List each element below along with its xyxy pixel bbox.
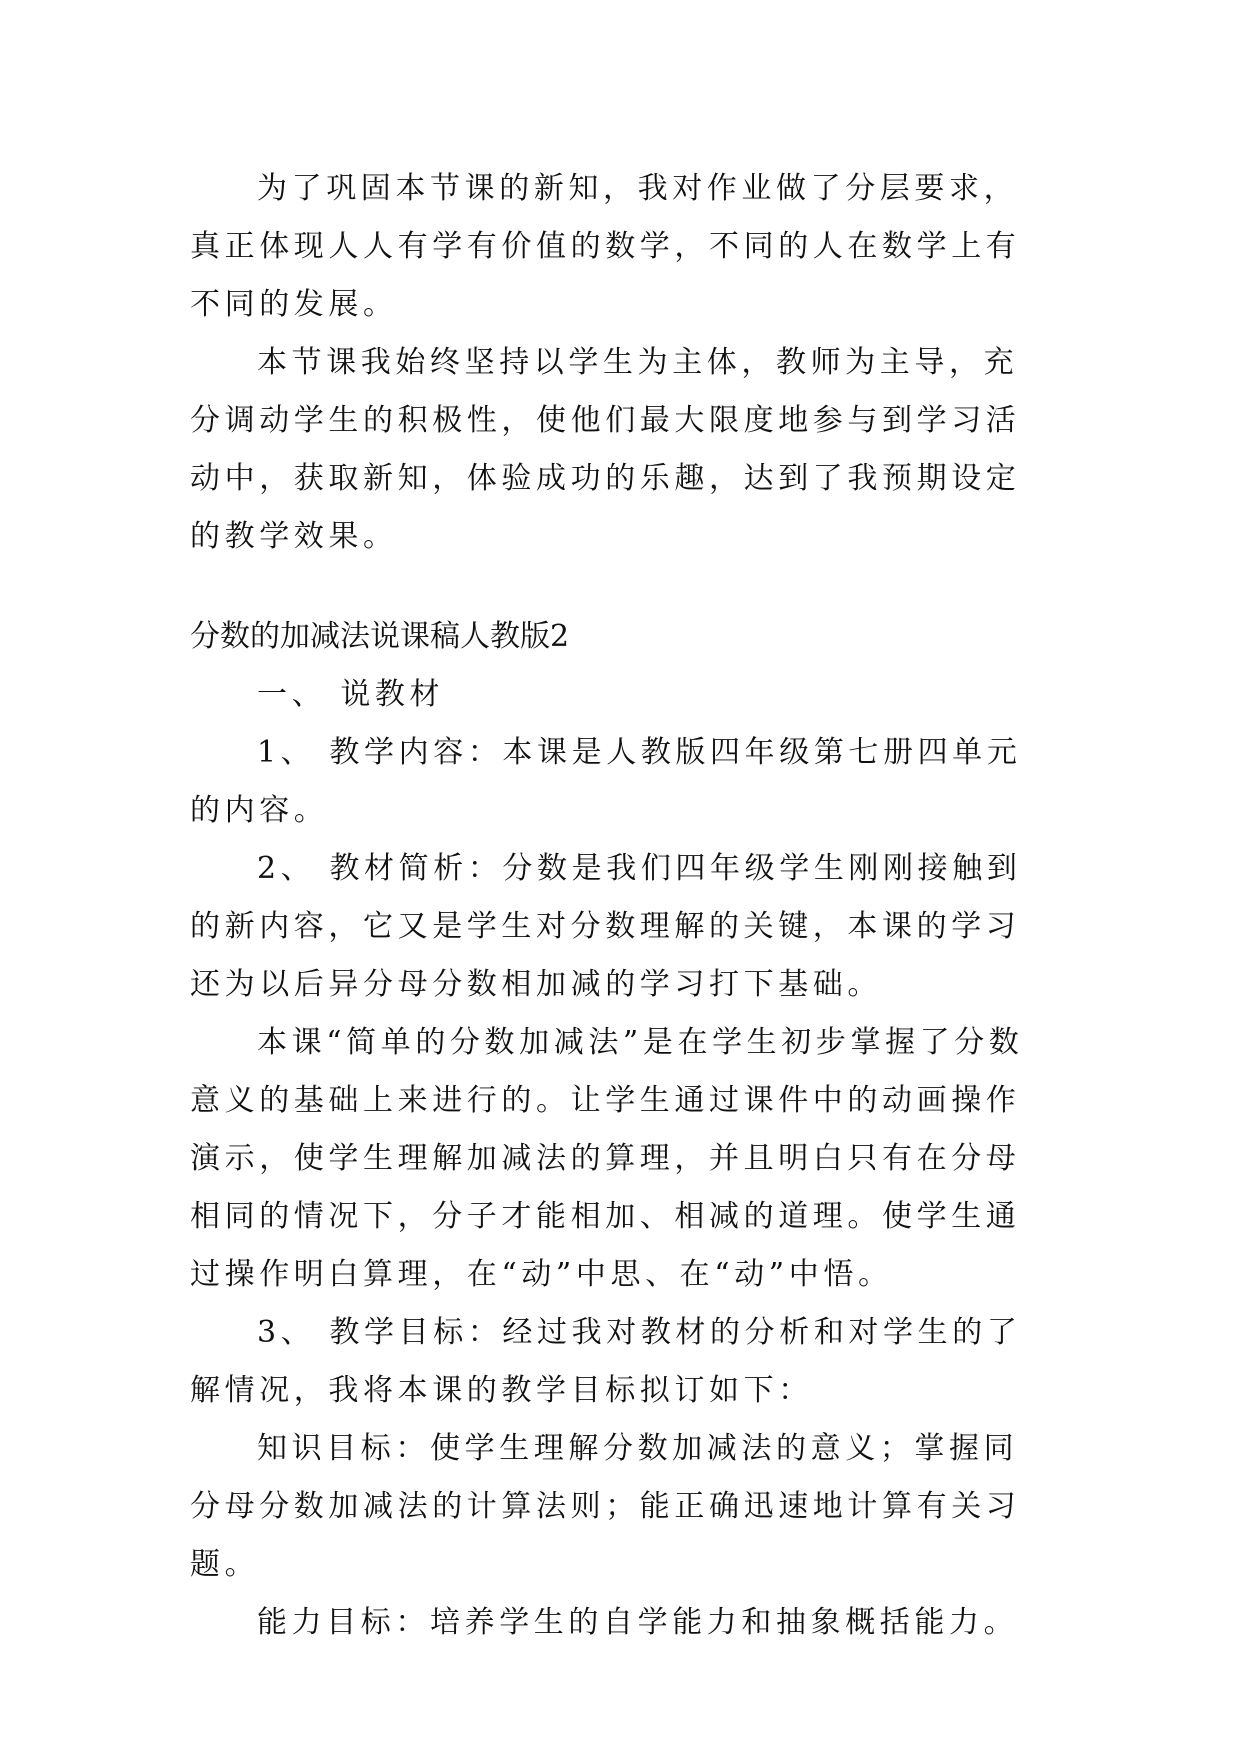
paragraph-homework-layers: 为了巩固本节课的新知，我对作业做了分层要求，真正体现人人有学有价值的数学，不同的人在数学上有不同的发展。 — [190, 171, 1021, 322]
paragraph-material-analysis: 2、 教材简析：分数是我们四年级学生刚刚接触到的新内容，它又是学生对分数理解的关键，本课的学习还为以后异分母分数相加减的学习打下基础。 — [190, 851, 1022, 1002]
section-spacer — [190, 566, 1050, 608]
paragraph-student-centered: 本节课我始终坚持以学生为主体，教师为主导，充分调动学生的积极性，使他们最大限度地参与到学习活动中，获取新知，体验成功的乐趣，达到了我预期设定的教学效果。 — [190, 345, 1021, 554]
document-body — [190, 160, 1050, 1652]
heading-teaching-materials: 一、 说教材 — [257, 677, 445, 712]
paragraph-teaching-content: 1、 教学内容：本课是人教版四年级第七册四单元的内容。 — [190, 735, 1022, 828]
paragraph-teaching-goals: 3、 教学目标：经过我对教材的分析和对学生的了解情况，我将本课的教学目标拟订如下： — [190, 1315, 1022, 1408]
section-title: 分数的加减法说课稿人教版2 — [190, 619, 570, 654]
paragraph-simple-fractions: 本课“简单的分数加减法”是在学生初步掌握了分数意义的基础上来进行的。让学生通过课件中的动画操作演示，使学生理解加减法的算理，并且明白只有在分母相同的情况下，分子才能相加、相减的道理。使学生通过操作明白算理，在“动”中思、在“动”中悟。 — [190, 1025, 1024, 1292]
paragraph-knowledge-goal: 知识目标：使学生理解分数加减法的意义；掌握同分母分数加减法的计算法则；能正确迅速地计算有关习题。 — [190, 1431, 1021, 1582]
paragraph-ability-goal: 能力目标：培养学生的自学能力和抽象概括能力。 — [257, 1605, 1019, 1640]
